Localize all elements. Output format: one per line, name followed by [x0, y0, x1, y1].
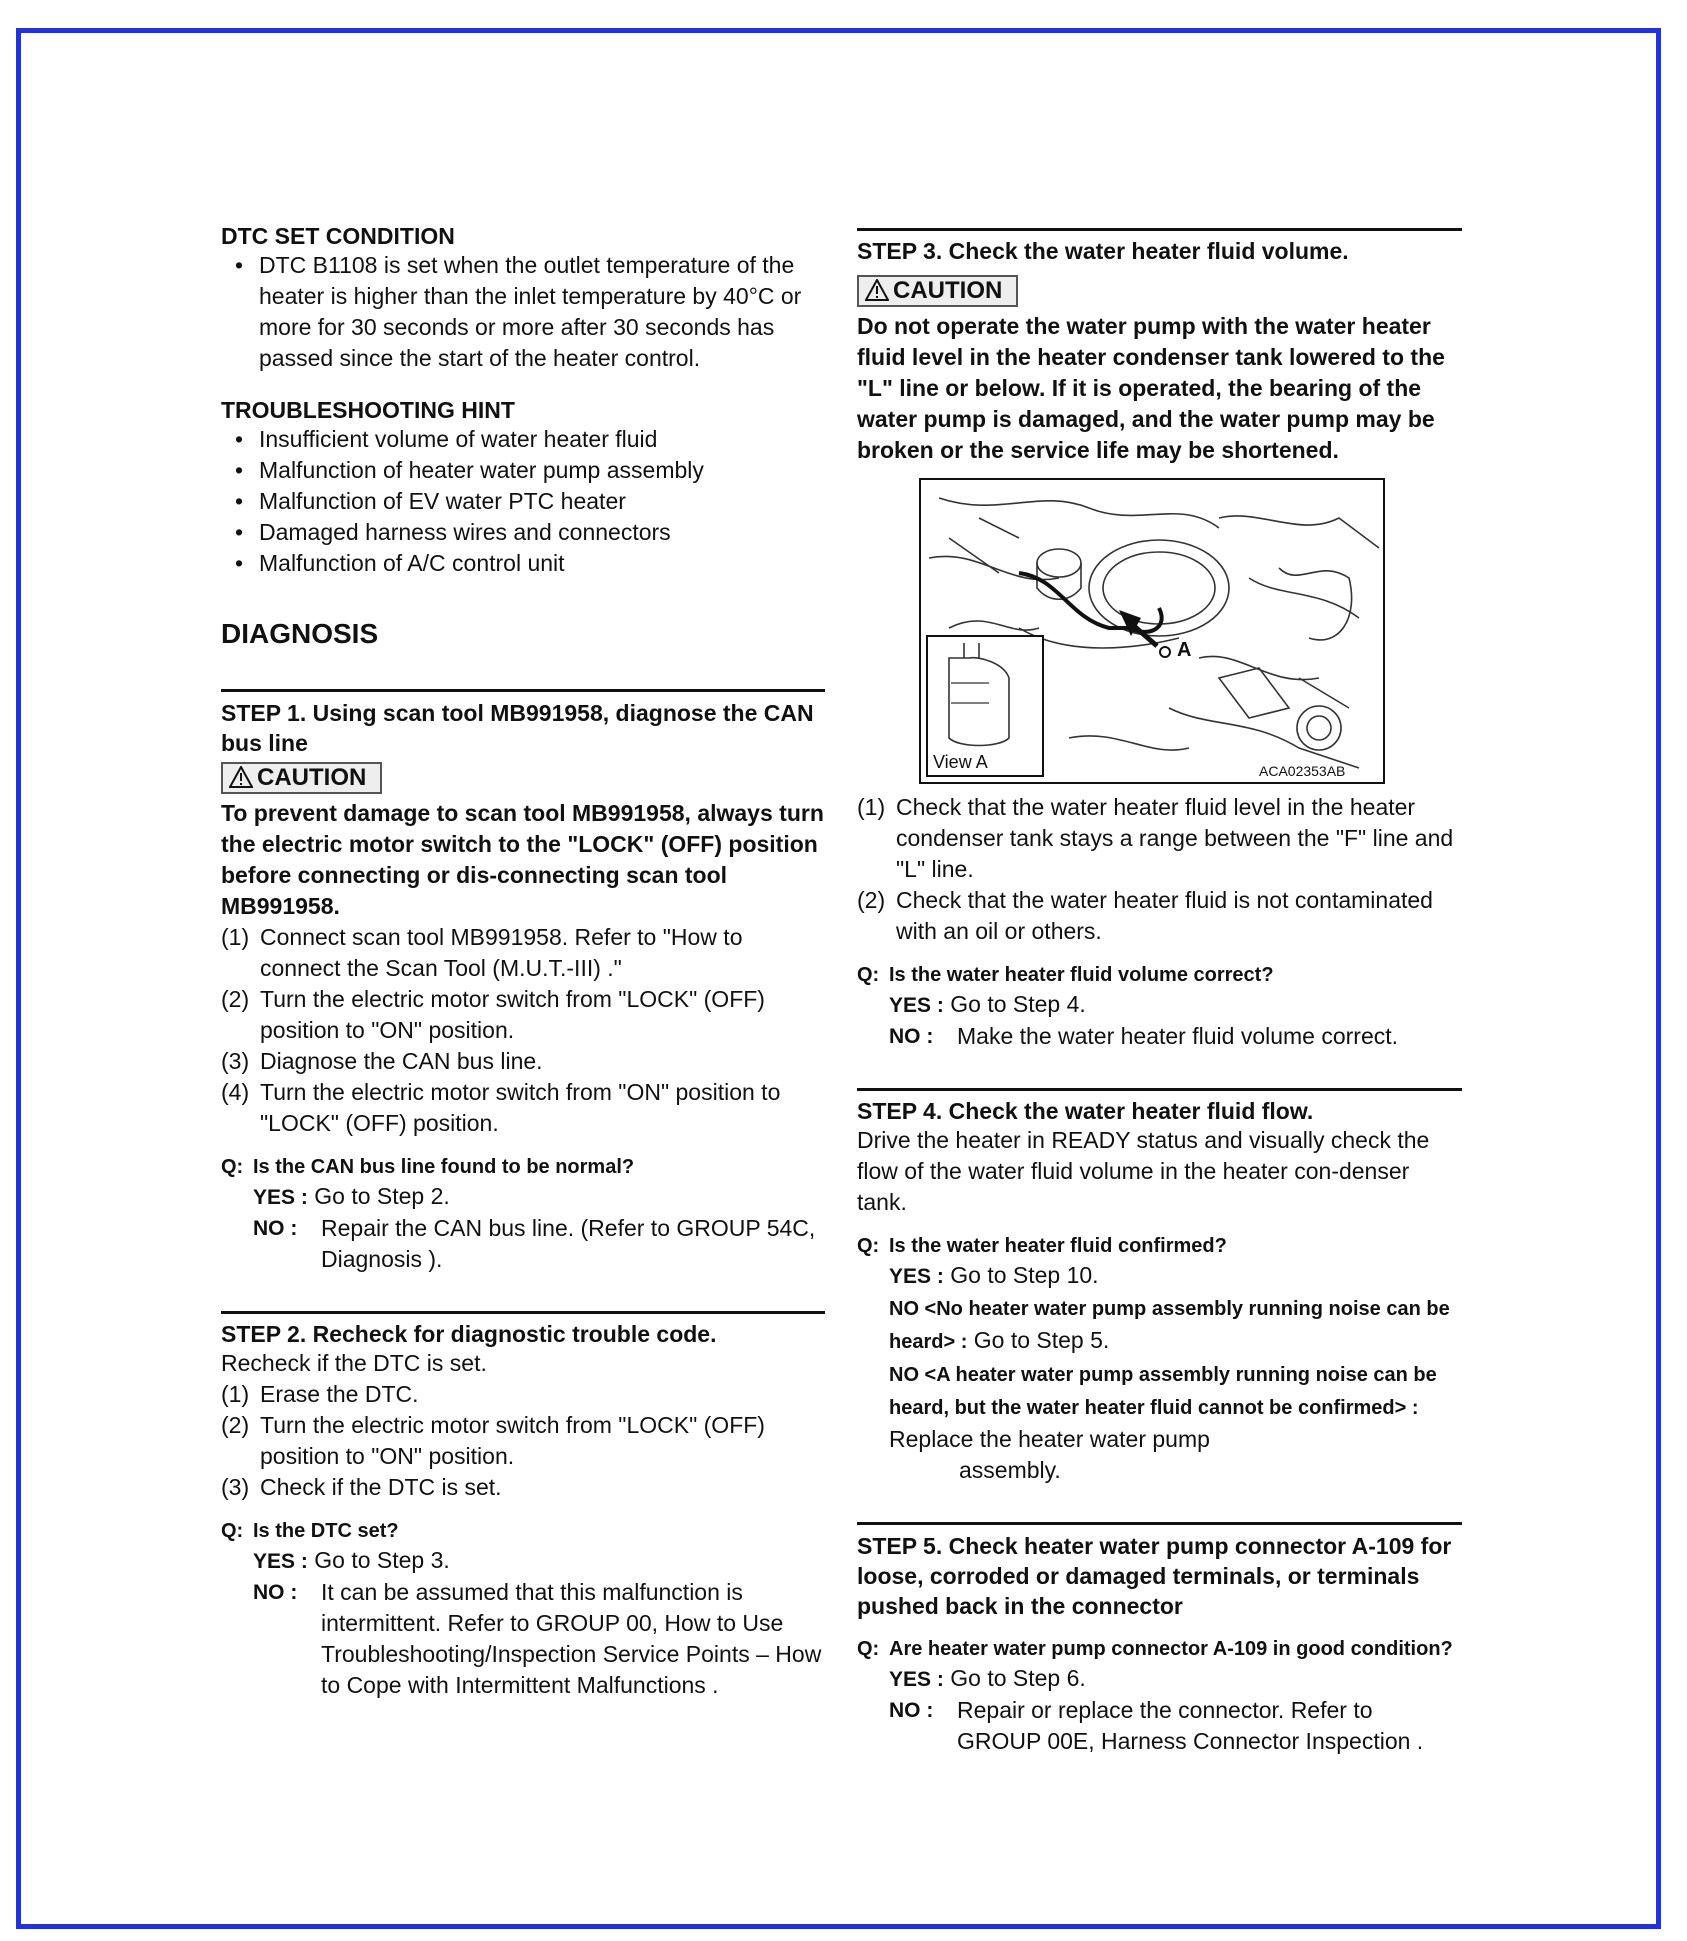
item-text: Erase the DTC. — [260, 1381, 419, 1407]
yes-label: YES : — [889, 994, 944, 1017]
no-text: Repair or replace the connector. Refer to GROUP 00E, Harness Connector Inspection . — [957, 1697, 1424, 1754]
yes-text: Go to Step 4. — [950, 991, 1086, 1017]
question-label: Q: — [857, 1638, 880, 1660]
step3-question — [857, 961, 1462, 989]
step-divider — [857, 1088, 1462, 1091]
procedure-item — [857, 792, 1462, 885]
yes-text: Go to Step 10. — [950, 1262, 1099, 1288]
yes-answer — [857, 1260, 1462, 1292]
engine-bay-illustration — [919, 478, 1385, 784]
yes-answer — [857, 989, 1462, 1021]
question-label: Q: — [221, 1520, 244, 1542]
caution-label: CAUTION — [893, 277, 1003, 304]
yes-answer — [221, 1181, 825, 1213]
procedure-item — [857, 885, 1462, 947]
no-text: Repair the CAN bus line. (Refer to GROUP 54C, Diagnosis ). — [321, 1215, 816, 1272]
procedure-item — [221, 1410, 825, 1472]
yes-text: Go to Step 2. — [314, 1183, 450, 1209]
item-number: (1) — [221, 1381, 250, 1407]
no-answer — [221, 1213, 825, 1275]
troubleshooting-hint-heading: TROUBLESHOOTING HINT — [221, 397, 515, 423]
figure-code: ACA02353AB — [1259, 763, 1346, 779]
step-divider — [221, 1311, 825, 1314]
item-number: (2) — [857, 887, 886, 913]
no-text: Replace the heater water pump — [889, 1426, 1210, 1452]
hint-item: • Insufficient volume of water heater fluid — [221, 424, 825, 455]
item-text: Turn the electric motor switch from "ON" position to "LOCK" (OFF) position. — [260, 1079, 781, 1136]
item-number: (4) — [221, 1079, 250, 1105]
step-divider — [857, 228, 1462, 231]
step5-section — [857, 1531, 1462, 1757]
no-answer — [221, 1577, 825, 1701]
step4-section — [857, 1097, 1462, 1486]
procedure-item — [221, 922, 825, 984]
item-text: Check that the water heater fluid level in the heater condenser tank stays a range between the "F" line and "L" line. — [896, 794, 1454, 882]
hint-item: • Malfunction of heater water pump assembly — [221, 455, 825, 486]
dtc-set-condition-heading: DTC SET CONDITION — [221, 223, 455, 249]
item-number: (2) — [221, 1412, 250, 1438]
step4-intro: Drive the heater in READY status and visually check the flow of the water fluid volume in the heater con-denser tank. — [857, 1127, 1430, 1215]
left-column — [221, 222, 825, 1701]
step4-title: STEP 4. Check the water heater fluid flow. — [857, 1098, 1314, 1124]
step1-title: STEP 1. Using scan tool MB991958, diagnose the CAN bus line — [221, 700, 814, 756]
no-answer — [857, 1021, 1462, 1052]
step5-question — [857, 1635, 1462, 1663]
no-text: Go to Step 5. — [973, 1327, 1110, 1353]
hint-item: • Damaged harness wires and connectors — [221, 517, 825, 548]
step2-procedure-list — [221, 1379, 825, 1503]
step5-title: STEP 5. Check heater water pump connector A-109 for loose, corroded or damaged terminals, or terminals pushed back in the connector — [857, 1533, 1452, 1619]
item-text: Turn the electric motor switch from "LOCK" (OFF) position to "ON" position. — [260, 986, 765, 1043]
yes-label: YES : — [253, 1186, 308, 1209]
step1-section — [221, 698, 825, 1275]
item-number: (3) — [221, 1474, 250, 1500]
step3-caution-text: Do not operate the water pump with the water heater fluid level in the heater condenser tank lowered to the "L" line or below. If it is operated, the bearing of the water pump is damaged, and the water pump may be broken or the service life may be shortened. — [857, 313, 1445, 463]
caution-box — [221, 762, 382, 794]
yes-label: YES : — [253, 1550, 308, 1573]
question-label: Q: — [221, 1156, 244, 1178]
question-label: Q: — [857, 964, 880, 986]
step1-caution-text: To prevent damage to scan tool MB991958, always turn the electric motor switch to the "LOCK" (OFF) position before connecting or dis-connecting scan tool MB991958. — [221, 800, 824, 919]
item-text: Check that the water heater fluid is not contaminated with an oil or others. — [896, 887, 1433, 944]
no-text: It can be assumed that this malfunction is intermittent. Refer to GROUP 00, How to Use Troubleshooting/Inspection Service Points – How to Cope with Intermittent Malfunctions . — [321, 1579, 822, 1698]
yes-answer — [857, 1663, 1462, 1695]
no-label: NO : — [889, 1699, 934, 1722]
procedure-item — [221, 1077, 825, 1139]
condenser-tank-figure — [919, 478, 1385, 784]
no-answer — [857, 1358, 1462, 1486]
question-text: Is the water heater fluid confirmed? — [889, 1235, 1227, 1257]
no-label: NO : — [253, 1581, 298, 1604]
step-divider — [857, 1522, 1462, 1525]
caution-label: CAUTION — [257, 764, 367, 791]
yes-label: YES : — [889, 1668, 944, 1691]
no-label: NO : — [889, 1025, 934, 1048]
yes-text: Go to Step 3. — [314, 1547, 450, 1573]
warning-triangle-icon — [865, 279, 889, 301]
diagnosis-heading: DIAGNOSIS — [221, 618, 379, 649]
callout-label: A — [1177, 639, 1192, 661]
question-text: Is the CAN bus line found to be normal? — [253, 1156, 635, 1178]
item-text: Connect scan tool MB991958. Refer to "How to connect the Scan Tool (M.U.T.-III) ." — [260, 924, 743, 981]
step1-question — [221, 1153, 825, 1181]
step3-procedure-list — [857, 792, 1462, 947]
step-divider — [221, 689, 825, 692]
yes-answer — [221, 1545, 825, 1577]
question-label: Q: — [857, 1235, 880, 1257]
hint-item: • Malfunction of A/C control unit — [221, 548, 825, 579]
step2-section — [221, 1320, 825, 1701]
caution-box — [857, 275, 1018, 307]
step3-title: STEP 3. Check the water heater fluid volume. — [857, 238, 1349, 264]
item-text: Diagnose the CAN bus line. — [260, 1048, 543, 1074]
hint-list — [221, 424, 825, 579]
no-answer — [857, 1695, 1462, 1757]
procedure-item — [221, 984, 825, 1046]
step2-question — [221, 1517, 825, 1545]
procedure-item — [221, 1046, 825, 1077]
warning-triangle-icon — [229, 766, 253, 788]
procedure-item — [221, 1472, 825, 1503]
item-number: (1) — [857, 794, 886, 820]
hint-item: • Malfunction of EV water PTC heater — [221, 486, 825, 517]
right-column — [857, 228, 1462, 1757]
no-text: Make the water heater fluid volume correct. — [957, 1023, 1399, 1049]
question-text: Are heater water pump connector A-109 in good condition? — [889, 1638, 1453, 1660]
yes-label: YES : — [889, 1265, 944, 1288]
no-text-continuation: assembly. — [959, 1457, 1061, 1483]
question-text: Is the DTC set? — [253, 1520, 399, 1542]
view-a-label: View A — [933, 752, 988, 772]
step4-question — [857, 1232, 1462, 1260]
yes-text: Go to Step 6. — [950, 1665, 1086, 1691]
item-number: (1) — [221, 924, 250, 950]
procedure-item — [221, 1379, 825, 1410]
step1-procedure-list — [221, 922, 825, 1139]
no-answer — [857, 1292, 1462, 1358]
no-label: NO <No heater water pump assembly running noise can be heard> : — [889, 1298, 1450, 1353]
step3-section — [857, 237, 1462, 1052]
no-label: NO <A heater water pump assembly running noise can be heard, but the water heater fluid cannot be confirmed> : — [889, 1364, 1437, 1419]
step2-intro: Recheck if the DTC is set. — [221, 1350, 487, 1376]
dtc-condition-list — [221, 250, 825, 374]
item-text: Check if the DTC is set. — [260, 1474, 502, 1500]
step2-title: STEP 2. Recheck for diagnostic trouble code. — [221, 1321, 717, 1347]
item-number: (2) — [221, 986, 250, 1012]
no-label: NO : — [253, 1217, 298, 1240]
item-number: (3) — [221, 1048, 250, 1074]
question-text: Is the water heater fluid volume correct? — [889, 964, 1274, 986]
item-text: Turn the electric motor switch from "LOCK" (OFF) position to "ON" position. — [260, 1412, 765, 1469]
dtc-condition-item: • DTC B1108 is set when the outlet temperature of the heater is higher than the inlet temperature by 40°C or more for 30 seconds or more after 30 seconds has passed since the start of the heater control. — [221, 250, 825, 374]
